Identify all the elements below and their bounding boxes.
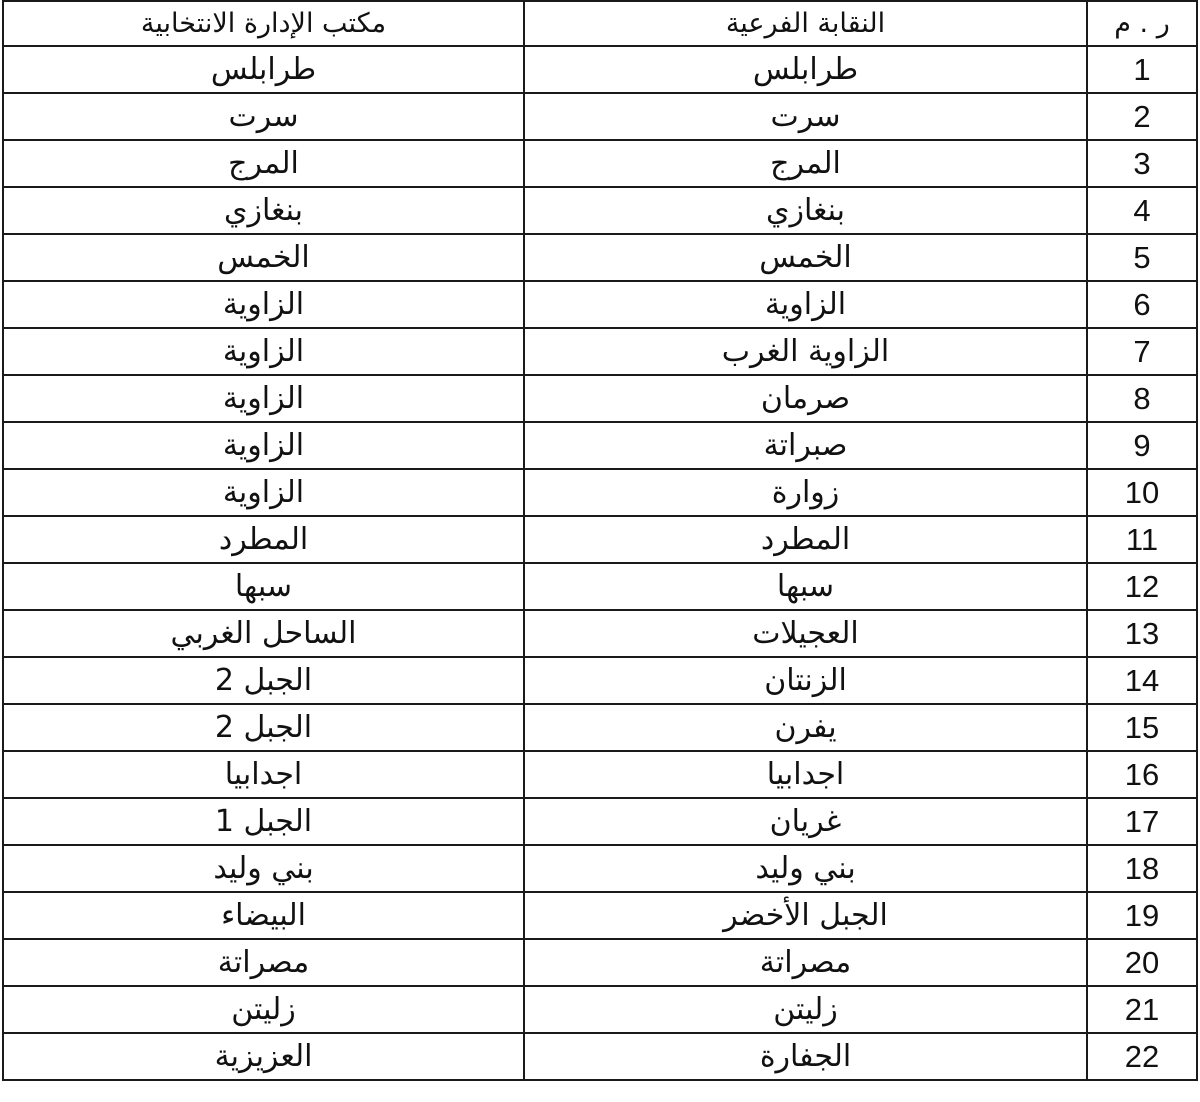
office-cell: الخمس	[3, 234, 524, 281]
union-cell: بني وليد	[524, 845, 1087, 892]
office-cell: المرج	[3, 140, 524, 187]
office-cell: اجدابيا	[3, 751, 524, 798]
table-row	[3, 563, 1197, 610]
table-row	[3, 375, 1197, 422]
office-cell: الجبل 1	[3, 798, 524, 845]
union-cell: طرابلس	[524, 46, 1087, 93]
table-row	[3, 610, 1197, 657]
header-union: النقابة الفرعية	[524, 1, 1087, 46]
table-row	[3, 1033, 1197, 1080]
table-row	[3, 46, 1197, 93]
union-cell: سبها	[524, 563, 1087, 610]
union-cell: صبراتة	[524, 422, 1087, 469]
union-cell: زوارة	[524, 469, 1087, 516]
table-row	[3, 234, 1197, 281]
row-number-cell: 22	[1087, 1033, 1197, 1080]
table-row	[3, 93, 1197, 140]
office-cell: بنغازي	[3, 187, 524, 234]
row-number-cell: 1	[1087, 46, 1197, 93]
header-row	[3, 1, 1197, 46]
table-row	[3, 422, 1197, 469]
union-cell: بنغازي	[524, 187, 1087, 234]
union-cell: الخمس	[524, 234, 1087, 281]
table-row	[3, 328, 1197, 375]
office-cell: الزاوية	[3, 281, 524, 328]
office-cell: سبها	[3, 563, 524, 610]
header-number: ر . م	[1087, 1, 1197, 46]
union-cell: المرج	[524, 140, 1087, 187]
union-cell: الجفارة	[524, 1033, 1087, 1080]
office-cell: الزاوية	[3, 328, 524, 375]
office-cell: الزاوية	[3, 375, 524, 422]
row-number-cell: 7	[1087, 328, 1197, 375]
row-number-cell: 9	[1087, 422, 1197, 469]
union-cell: صرمان	[524, 375, 1087, 422]
offices-table	[2, 0, 1198, 1081]
row-number-cell: 20	[1087, 939, 1197, 986]
office-cell: بني وليد	[3, 845, 524, 892]
office-cell: طرابلس	[3, 46, 524, 93]
office-cell: زليتن	[3, 986, 524, 1033]
table-row	[3, 986, 1197, 1033]
row-number-cell: 16	[1087, 751, 1197, 798]
union-cell: غريان	[524, 798, 1087, 845]
row-number-cell: 6	[1087, 281, 1197, 328]
table-row	[3, 939, 1197, 986]
table-row	[3, 845, 1197, 892]
row-number-cell: 17	[1087, 798, 1197, 845]
row-number-cell: 12	[1087, 563, 1197, 610]
row-number-cell: 21	[1087, 986, 1197, 1033]
table-row	[3, 751, 1197, 798]
union-cell: زليتن	[524, 986, 1087, 1033]
table-row	[3, 516, 1197, 563]
table-row	[3, 704, 1197, 751]
union-cell: مصراتة	[524, 939, 1087, 986]
header-office: مكتب الإدارة الانتخابية	[3, 1, 524, 46]
union-cell: سرت	[524, 93, 1087, 140]
row-number-cell: 14	[1087, 657, 1197, 704]
table-row	[3, 892, 1197, 939]
office-cell: الزاوية	[3, 422, 524, 469]
office-cell: الزاوية	[3, 469, 524, 516]
union-cell: الجبل الأخضر	[524, 892, 1087, 939]
row-number-cell: 3	[1087, 140, 1197, 187]
office-cell: العزيزية	[3, 1033, 524, 1080]
office-cell: الجبل 2	[3, 657, 524, 704]
row-number-cell: 4	[1087, 187, 1197, 234]
table-row	[3, 798, 1197, 845]
union-cell: يفرن	[524, 704, 1087, 751]
table-body	[3, 46, 1197, 1080]
union-cell: الزنتان	[524, 657, 1087, 704]
table-row	[3, 469, 1197, 516]
table-row	[3, 140, 1197, 187]
row-number-cell: 18	[1087, 845, 1197, 892]
table-row	[3, 187, 1197, 234]
row-number-cell: 11	[1087, 516, 1197, 563]
row-number-cell: 5	[1087, 234, 1197, 281]
office-cell: مصراتة	[3, 939, 524, 986]
union-cell: الزاوية الغرب	[524, 328, 1087, 375]
union-cell: الزاوية	[524, 281, 1087, 328]
union-cell: المطرد	[524, 516, 1087, 563]
office-cell: المطرد	[3, 516, 524, 563]
table-row	[3, 281, 1197, 328]
row-number-cell: 19	[1087, 892, 1197, 939]
table-row	[3, 657, 1197, 704]
union-cell: العجيلات	[524, 610, 1087, 657]
office-cell: البيضاء	[3, 892, 524, 939]
row-number-cell: 8	[1087, 375, 1197, 422]
row-number-cell: 10	[1087, 469, 1197, 516]
office-cell: الساحل الغربي	[3, 610, 524, 657]
row-number-cell: 13	[1087, 610, 1197, 657]
row-number-cell: 2	[1087, 93, 1197, 140]
office-cell: سرت	[3, 93, 524, 140]
union-cell: اجدابيا	[524, 751, 1087, 798]
office-cell: الجبل 2	[3, 704, 524, 751]
row-number-cell: 15	[1087, 704, 1197, 751]
